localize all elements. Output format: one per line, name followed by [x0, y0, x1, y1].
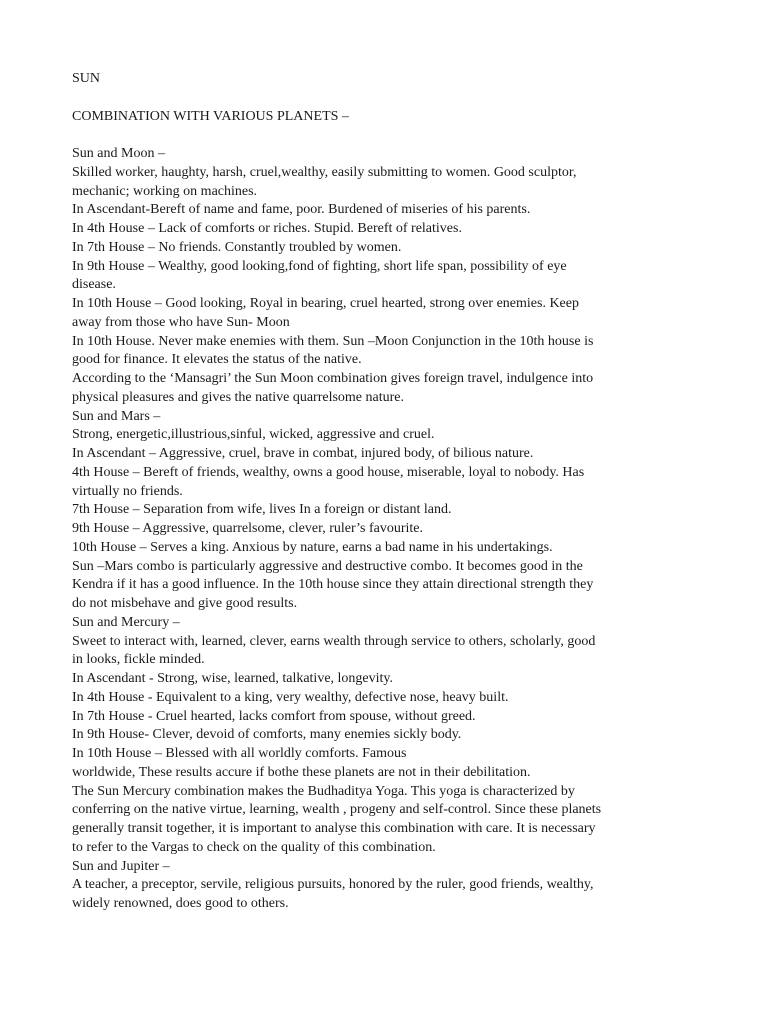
text-line: According to the ‘Mansagri’ the Sun Moon combination gives foreign travel, indulgence into: [72, 371, 594, 386]
text-line: 9th House – Aggressive, quarrelsome, clever, ruler’s favourite.: [72, 521, 424, 536]
text-line: Kendra if it has a good influence. In the 10th house since they attain directional strength they: [72, 577, 594, 593]
text-line: In 10th House. Never make enemies with them. Sun –Moon Conjunction in the 10th house is: [72, 333, 594, 349]
document-title: SUN: [72, 71, 101, 86]
document-subtitle: COMBINATION WITH VARIOUS PLANETS –: [72, 108, 349, 124]
text-line: virtually no friends.: [72, 483, 183, 499]
text-line: In 7th House – No friends. Constantly troubled by women.: [72, 239, 402, 255]
text-line: In Ascendant-Bereft of name and fame, poor. Burdened of miseries of his parents.: [72, 202, 531, 218]
text-line: disease.: [72, 277, 116, 293]
text-line: 4th House – Bereft of friends, wealthy, owns a good house, miserable, loyal to nobody. Has: [72, 464, 585, 480]
text-line: widely renowned, does good to others.: [72, 896, 289, 911]
text-line: 10th House – Serves a king. Anxious by nature, earns a bad name in his undertakings.: [72, 539, 553, 555]
text-line: 7th House – Separation from wife, lives In a foreign or distant land.: [72, 502, 452, 518]
blank-line: [72, 126, 712, 145]
text-line: In 10th House – Blessed with all worldly comforts. Famous: [72, 746, 407, 761]
text-line: Strong, energetic,illustrious,sinful, wicked, aggressive and cruel.: [72, 427, 435, 443]
text-line: in looks, fickle minded.: [72, 652, 205, 668]
text-line: physical pleasures and gives the native quarrelsome nature.: [72, 389, 404, 405]
text-line: Sun and Mercury –: [72, 614, 180, 630]
text-line: A teacher, a preceptor, servile, religious pursuits, honored by the ruler, good friends, wealthy,: [72, 877, 594, 893]
text-line: Sun and Jupiter –: [72, 858, 170, 874]
text-line: The Sun Mercury combination makes the Budhaditya Yoga. This yoga is characterized by: [72, 783, 575, 799]
text-line: In Ascendant – Aggressive, cruel, brave in combat, injured body, of bilious nature.: [72, 446, 534, 461]
text-line: worldwide, These results accure if bothe these planets are not in their debilitation.: [72, 764, 531, 780]
text-line: conferring on the native virtue, learning, wealth , progeny and self-control. Since these planets: [72, 802, 602, 818]
document-lines: [72, 145, 712, 914]
text-line: mechanic; working on machines.: [72, 183, 258, 199]
text-line: good for finance. It elevates the status of the native.: [72, 352, 362, 368]
document-body: [72, 70, 712, 914]
text-line: Sun and Mars –: [72, 408, 161, 424]
text-line: Sun –Mars combo is particularly aggressive and destructive combo. It becomes good in the: [72, 558, 583, 574]
text-line: Sweet to interact with, learned, clever, earns wealth through service to others, scholarly, good: [72, 633, 596, 649]
text-line: away from those who have Sun- Moon: [72, 314, 290, 330]
text-line: Skilled worker, haughty, harsh, cruel,wealthy, easily submitting to women. Good sculptor,: [72, 164, 577, 180]
text-line: In 4th House - Equivalent to a king, very wealthy, defective nose, heavy built.: [72, 689, 509, 705]
text-line: In 4th House – Lack of comforts or riches. Stupid. Bereft of relatives.: [72, 221, 462, 236]
text-line: to refer to the Vargas to check on the quality of this combination.: [72, 839, 436, 855]
text-line: In 7th House - Cruel hearted, lacks comfort from spouse, without greed.: [72, 708, 476, 724]
text-line: In 9th House- Clever, devoid of comforts, many enemies sickly body.: [72, 727, 462, 743]
blank-line: [72, 89, 712, 108]
text-line: In 9th House – Wealthy, good looking,fond of fighting, short life span, possibility of eye: [72, 258, 567, 274]
text-line: do not misbehave and give good results.: [72, 596, 298, 611]
text-line: In 10th House – Good looking, Royal in bearing, cruel hearted, strong over enemies. Keep: [72, 296, 579, 311]
text-line: In Ascendant - Strong, wise, learned, talkative, longevity.: [72, 671, 394, 686]
text-line: Sun and Moon –: [72, 146, 165, 161]
text-line: generally transit together, it is important to analyse this combination with care. It is necessary: [72, 821, 596, 836]
